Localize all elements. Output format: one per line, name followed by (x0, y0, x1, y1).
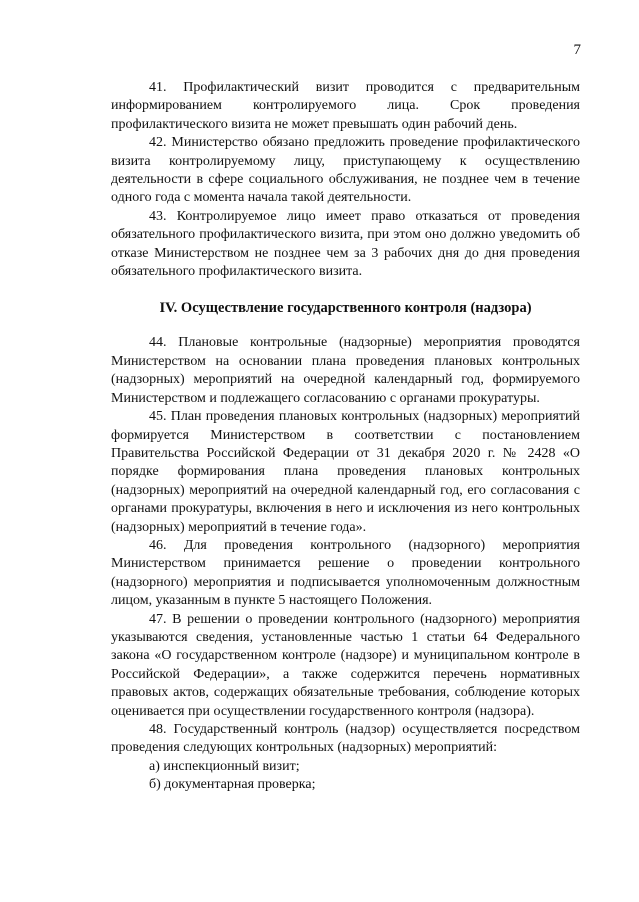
paragraph-45: 45. План проведения плановых контрольных (надзорных) мероприятий формируется Министерством в соответствии с постановлением Правительства Российской Федерации от 31 декабря 2020 г. № 2428 «О порядке формирования плана проведения плановых контрольных (надзорных) мероприятий на очередной календарный год, его согласования с органами прокуратуры, включения в него и исключения из него контрольных (надзорных) мероприятий в течение года». (111, 409, 580, 535)
paragraph-42: 42. Министерство обязано предложить проведение профилактического визита контролируемому лицу, приступающему к осуществлению деятельности в сфере социального обслуживания, не позднее чем в течение одного года с момента начала такой деятельности. (111, 135, 580, 206)
paragraph-44: 44. Плановые контрольные (надзорные) мероприятия проводятся Министерством на основании плана проведения плановых контрольных (надзорных) мероприятий на очередной календарный год, формируемого Министерством и подлежащего согласованию с органами прокуратуры. (111, 335, 580, 406)
page-number: 7 (573, 42, 581, 58)
paragraph-48: 48. Государственный контроль (надзор) осуществляется посредством проведения следующих контрольных (надзорных) мероприятий: (111, 722, 580, 756)
paragraph-41: 41. Профилактический визит проводится с предварительным информированием контролируемого лица. Срок проведения профилактического визита не может превышать один рабочий день. (111, 80, 580, 132)
list-item-b: б) документарная проверка; (149, 777, 316, 793)
document-body (111, 79, 580, 795)
list-item-a: а) инспекционный визит; (149, 758, 300, 774)
paragraph-43: 43. Контролируемое лицо имеет право отказаться от проведения обязательного профилактического визита, при этом оно должно уведомить об отказе Министерством не позднее чем за 3 рабочих дня до дня проведения обязательного профилактического визита. (111, 208, 580, 280)
paragraph-46: 46. Для проведения контрольного (надзорного) мероприятия Министерством принимается решение о проведении контрольного (надзорного) мероприятия и подписывается уполномоченным должностным лицом, указанным в пункте 5 настоящего Положения. (111, 537, 580, 609)
paragraph-47: 47. В решении о проведении контрольного (надзорного) мероприятия указываются сведения, установленные частью 1 статьи 64 Федерального закона «О государственном контроле (надзоре) и муниципальном контроле в Российской Федерации», а также содержится перечень нормативных правовых актов, содержащих обязательные требования, соблюдение которых оценивается при осуществлении государственного контроля (надзора). (111, 611, 580, 719)
section-heading: IV. Осуществление государственного контроля (надзора) (159, 300, 532, 317)
